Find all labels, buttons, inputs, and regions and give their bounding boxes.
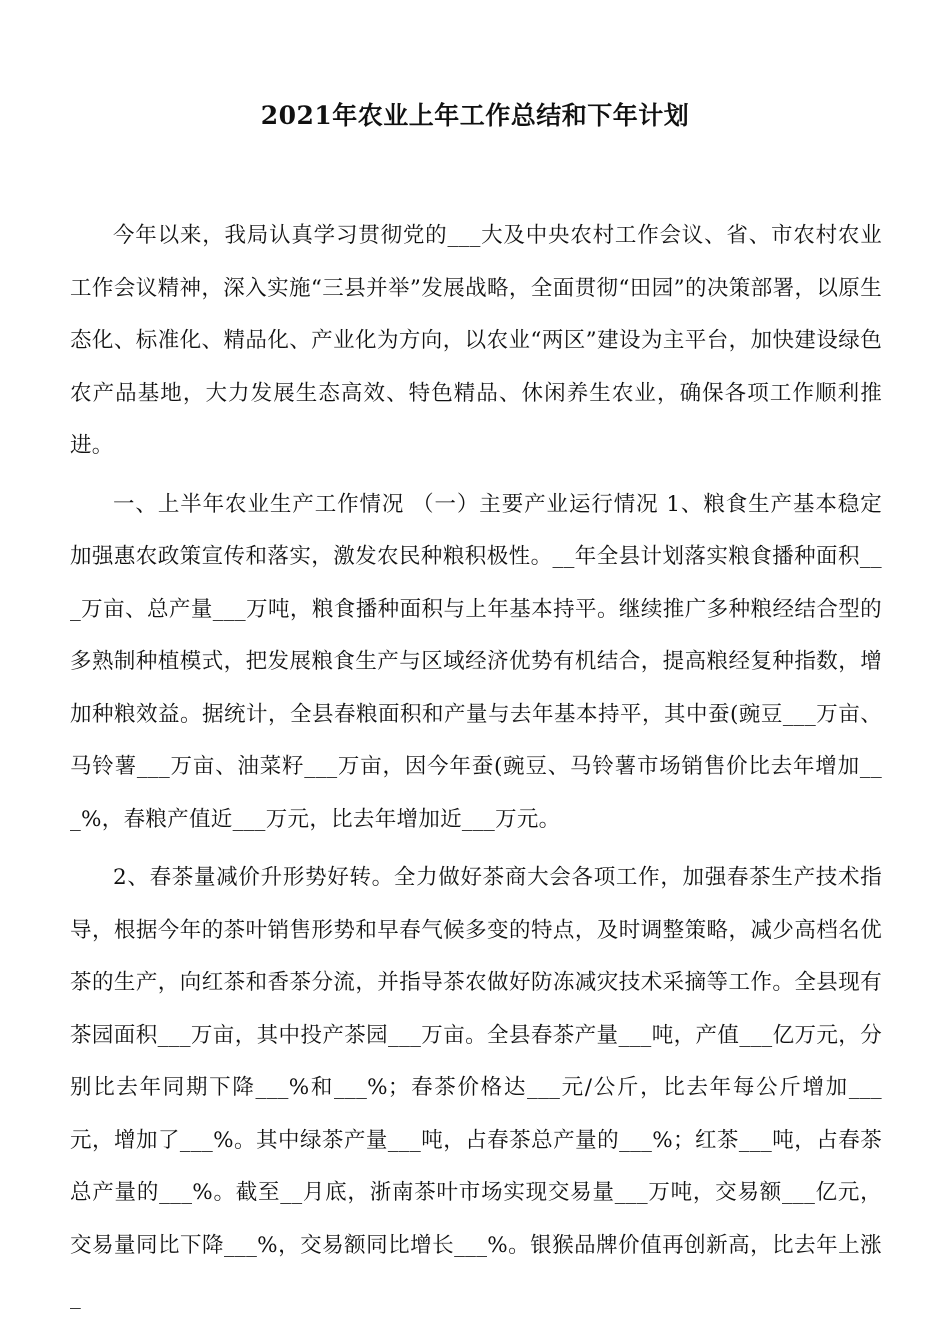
paragraph-grain-production: 一、上半年农业生产工作情况 （一）主要产业运行情况 1、粮食生产基本稳定 加强惠农政策宣传和落实，激发农民种粮积极性。__年全县计划落实粮食播种面积___万亩、总产量___万吨，粮食播种面积与上年基本持平。继续推广多种粮经结合型的多熟制种植模式，把发展粮食生产与区域经济优势有机结合，提高粮经复种指数，增加种粮效益。据统计，全县春粮面积和产量与去年基本持平，其中蚕(豌豆___万亩、马铃薯___万亩、油菜籽___万亩，因今年蚕(豌豆、马铃薯市场销售价比去年增加___%，春粮产值近___万元，比去年增加近___万元。 [70,491,882,832]
document-body [70,210,882,1331]
paragraph-spring-tea: 2、春茶量减价升形势好转。全力做好茶商大会各项工作，加强春茶生产技术指导，根据今年的茶叶销售形势和早春气候多变的特点，及时调整策略，减少高档名优茶的生产，向红茶和香茶分流，并指导茶农做好防冻减灾技术采摘等工作。全县现有茶园面积___万亩，其中投产茶园___万亩。全县春茶产量___吨，产值___亿万元，分别比去年同期下降___%和___%；春茶价格达___元/公斤，比去年每公斤增加___元，增加了___%。其中绿茶产量___吨，占春茶总产量的___%；红茶___吨，占春茶总产量的___%。截至__月底，浙南茶叶市场实现交易量___万吨，交易额___亿元，交易量同比下降___%，交易额同比增长___%。银猴品牌价值再创新高，比去年上涨_ [70,865,882,1310]
document-title: 2021年农业上年工作总结和下年计划 [260,101,690,130]
paragraph-intro: 今年以来，我局认真学习贯彻党的___大及中央农村工作会议、省、市农村农业工作会议精神，深入实施“三县并举”发展战略，全面贯彻“田园”的决策部署，以原生态化、标准化、精品化、产业化为方向，以农业“两区”建设为主平台，加快建设绿色农产品基地，大力发展生态高效、特色精品、休闲养生农业，确保各项工作顺利推进。 [70,223,882,458]
